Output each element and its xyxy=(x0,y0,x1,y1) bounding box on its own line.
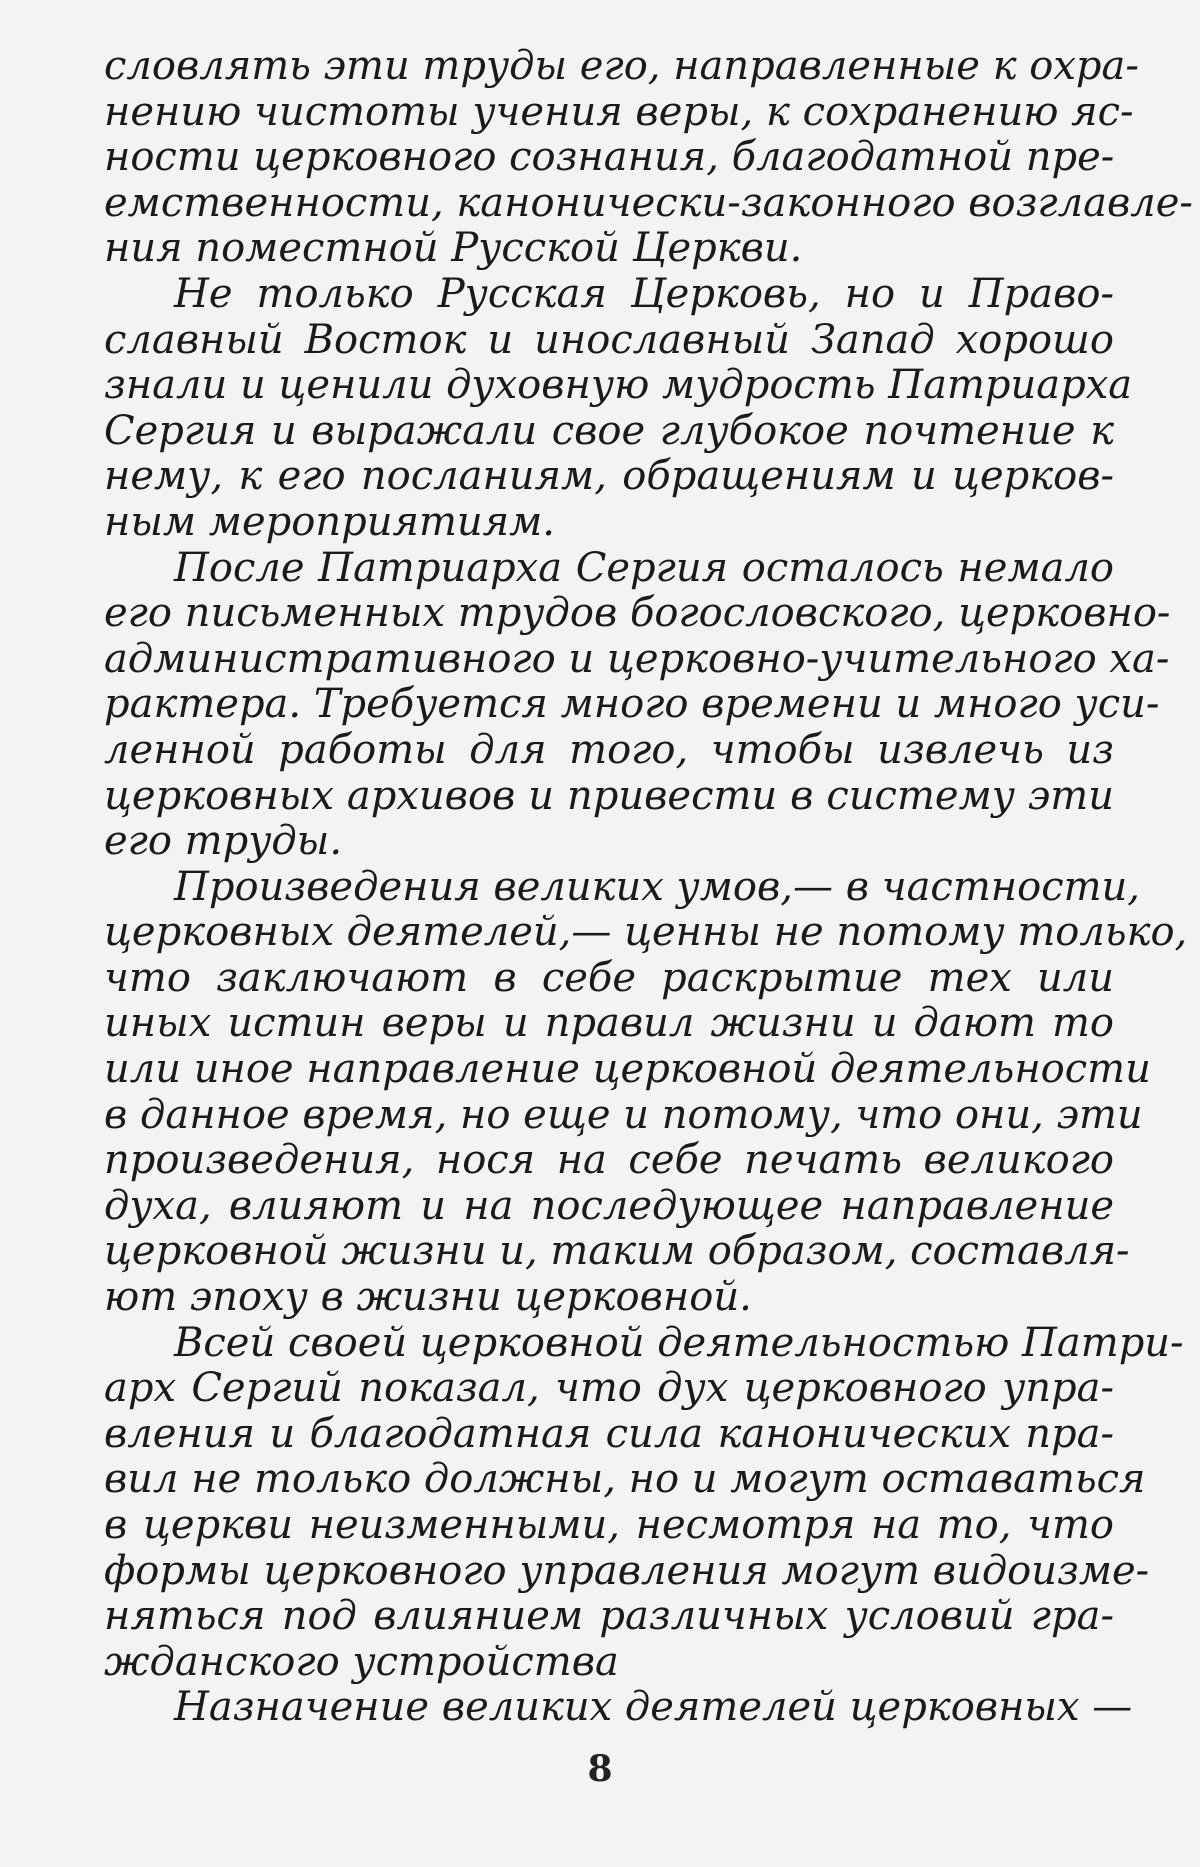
text-line: духа, влияют и на последующее направление xyxy=(104,1182,1114,1229)
text-line: После Патриарха Сергия осталось немало xyxy=(174,544,1114,591)
text-line: ют эпоху в жизни церковной. xyxy=(104,1274,752,1321)
paragraph xyxy=(104,544,1171,865)
text-line: ности церковного сознания, благодатной пре- xyxy=(104,134,1115,181)
text-line: формы церковного управления могут видоизме- xyxy=(104,1547,1150,1594)
text-line: словлять эти труды его, направленные к охра- xyxy=(104,43,1139,89)
text-line: Всей своей церковной деятельностью Патри- xyxy=(174,1319,1184,1366)
paragraph xyxy=(104,43,1193,272)
text-line: жданского устройства xyxy=(104,1638,619,1685)
text-line: Не только Русская Церковь, но и Право- xyxy=(174,270,1114,317)
text-line: няться под влиянием различных условий гра- xyxy=(104,1593,1114,1640)
text-line: произведения, нося на себе печать великого xyxy=(104,1137,1114,1184)
text-line: Сергия и выражали свое глубокое почтение к xyxy=(104,407,1114,454)
text-line: нению чистоты учения веры, к сохранению яс- xyxy=(104,88,1134,135)
text-line: арх Сергий показал, что дух церковного упра- xyxy=(104,1365,1114,1412)
paragraph xyxy=(104,1684,1133,1731)
text-line: административного и церковно-учительного ха- xyxy=(104,635,1170,682)
text-line: или иное направление церковной деятельности xyxy=(104,1046,1151,1093)
text-line: ленной работы для того, чтобы извлечь из xyxy=(104,726,1114,773)
page-number: 8 xyxy=(587,1748,613,1790)
body-text xyxy=(104,43,1193,1731)
text-line: иных истин веры и правил жизни и дают то xyxy=(104,1000,1114,1047)
text-line: его труды. xyxy=(104,818,343,865)
paragraph xyxy=(104,1319,1184,1686)
text-line: вления и благодатная сила канонических пра- xyxy=(104,1410,1114,1457)
text-line: церковных деятелей,— ценны не потому только, xyxy=(104,909,1188,956)
text-line: вил не только должны, но и могут оставаться xyxy=(104,1456,1146,1503)
text-line: ным мероприятиям. xyxy=(104,498,555,545)
text-line: его письменных трудов богословского, церковно- xyxy=(104,590,1171,637)
text-line: церковной жизни и, таким образом, составля- xyxy=(104,1228,1130,1275)
text-line: емственности, канонически-законного возглавле- xyxy=(104,179,1193,226)
text-line: Произведения великих умов,— в частности, xyxy=(174,863,1140,910)
text-line: церковных архивов и привести в систему эти xyxy=(104,772,1114,819)
paragraph xyxy=(104,270,1133,546)
text-line: ния поместной Русской Церкви. xyxy=(104,225,803,272)
text-line: славный Восток и инославный Запад хорошо xyxy=(104,316,1114,363)
paragraph xyxy=(104,863,1188,1321)
text-line: Назначение великих деятелей церковных — xyxy=(174,1684,1133,1731)
text-line: рактера. Требуется много времени и много уси- xyxy=(104,681,1160,728)
text-line: в данное время, но еще и потому, что они, эти xyxy=(104,1091,1143,1138)
text-line: в церкви неизменными, несмотря на то, что xyxy=(104,1502,1114,1548)
text-line: нему, к его посланиям, обращениям и церков- xyxy=(104,453,1114,500)
text-line: что заключают в себе раскрытие тех или xyxy=(104,954,1114,1001)
text-line: знали и ценили духовную мудрость Патриарха xyxy=(104,362,1133,409)
